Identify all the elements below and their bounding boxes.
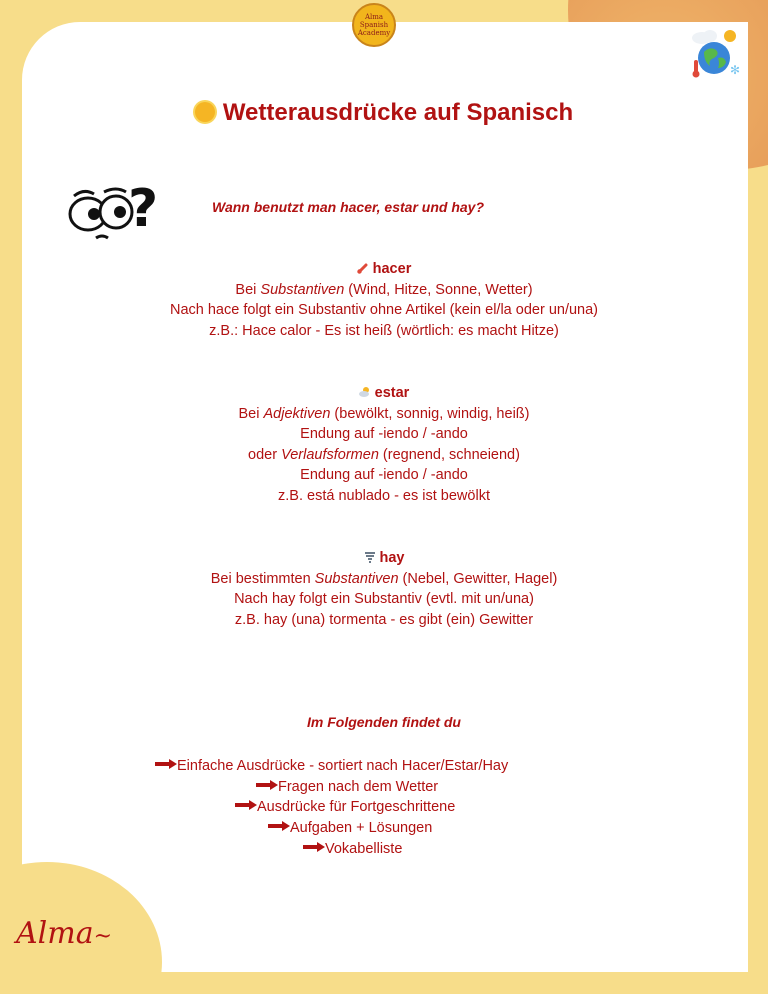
page-title-text: Wetterausdrücke auf Spanisch [222, 99, 574, 126]
section-line: Bei Adjektiven (bewölkt, sonnig, windig, heiß) [238, 405, 530, 422]
section-heading [0, 548, 768, 569]
section-line: Bei Substantiven (Wind, Hitze, Sonne, Wetter) [235, 281, 533, 298]
section-line: oder Verlaufsformen (regnend, schneiend) [248, 446, 520, 463]
follow-title: Im Folgenden findet du [307, 714, 461, 730]
list-item: Fragen nach dem Wetter [256, 777, 438, 797]
section-line: Bei bestimmten Substantiven (Nebel, Gewitter, Hagel) [210, 570, 558, 587]
sun-icon [195, 102, 215, 122]
arrow-right-icon [256, 780, 278, 790]
arrow-right-icon [268, 821, 290, 831]
sun-cloud-icon [359, 386, 371, 398]
list-item: Aufgaben + Lösungen [268, 818, 432, 838]
logo [352, 3, 396, 47]
tornado-icon [364, 551, 376, 563]
section-hay [0, 548, 768, 630]
svg-text:?: ? [128, 179, 159, 239]
arrow-right-icon [235, 800, 257, 810]
list-item: Ausdrücke für Fortgeschrittene [235, 797, 455, 817]
section-estar [0, 383, 768, 506]
section-line: Nach hace folgt ein Substantiv ohne Artikel (kein el/la oder un/una) [169, 302, 598, 318]
section-line: z.B. hay (una) tormenta - es gibt (ein) Gewitter [234, 611, 534, 628]
thermometer-icon [357, 262, 369, 274]
list-item: Einfache Ausdrücke - sortiert nach Hacer/Estar/Hay [155, 756, 508, 776]
svg-text:✻: ✻ [730, 63, 740, 77]
signature: Alma~ [16, 916, 113, 951]
intro-question: Wann benutzt man hacer, estar und hay? [212, 199, 485, 215]
logo-text: Alma Spanish Academy [357, 13, 391, 37]
section-line: Nach hay folgt ein Substantiv (evtl. mit un/una) [234, 591, 534, 607]
section-heading-text: hay [379, 550, 405, 566]
arrow-right-icon [303, 842, 325, 852]
section-heading [0, 383, 768, 404]
section-heading-text: hacer [372, 261, 412, 277]
section-line: z.B.: Hace calor - Es ist heiß (wörtlich: es macht Hitze) [209, 322, 559, 339]
page-title [0, 99, 768, 127]
arrow-right-icon [155, 759, 177, 769]
section-line: z.B. está nublado - es ist bewölkt [278, 487, 490, 504]
confused-eyes-icon [66, 172, 176, 244]
section-hacer [0, 259, 768, 341]
list-item: Vokabelliste [303, 839, 402, 859]
section-heading [0, 259, 768, 280]
section-heading-text: estar [374, 385, 410, 401]
weather-globe-icon [688, 28, 740, 80]
section-line: Endung auf -iendo / -ando [300, 426, 468, 442]
section-line: Endung auf -iendo / -ando [300, 467, 468, 483]
